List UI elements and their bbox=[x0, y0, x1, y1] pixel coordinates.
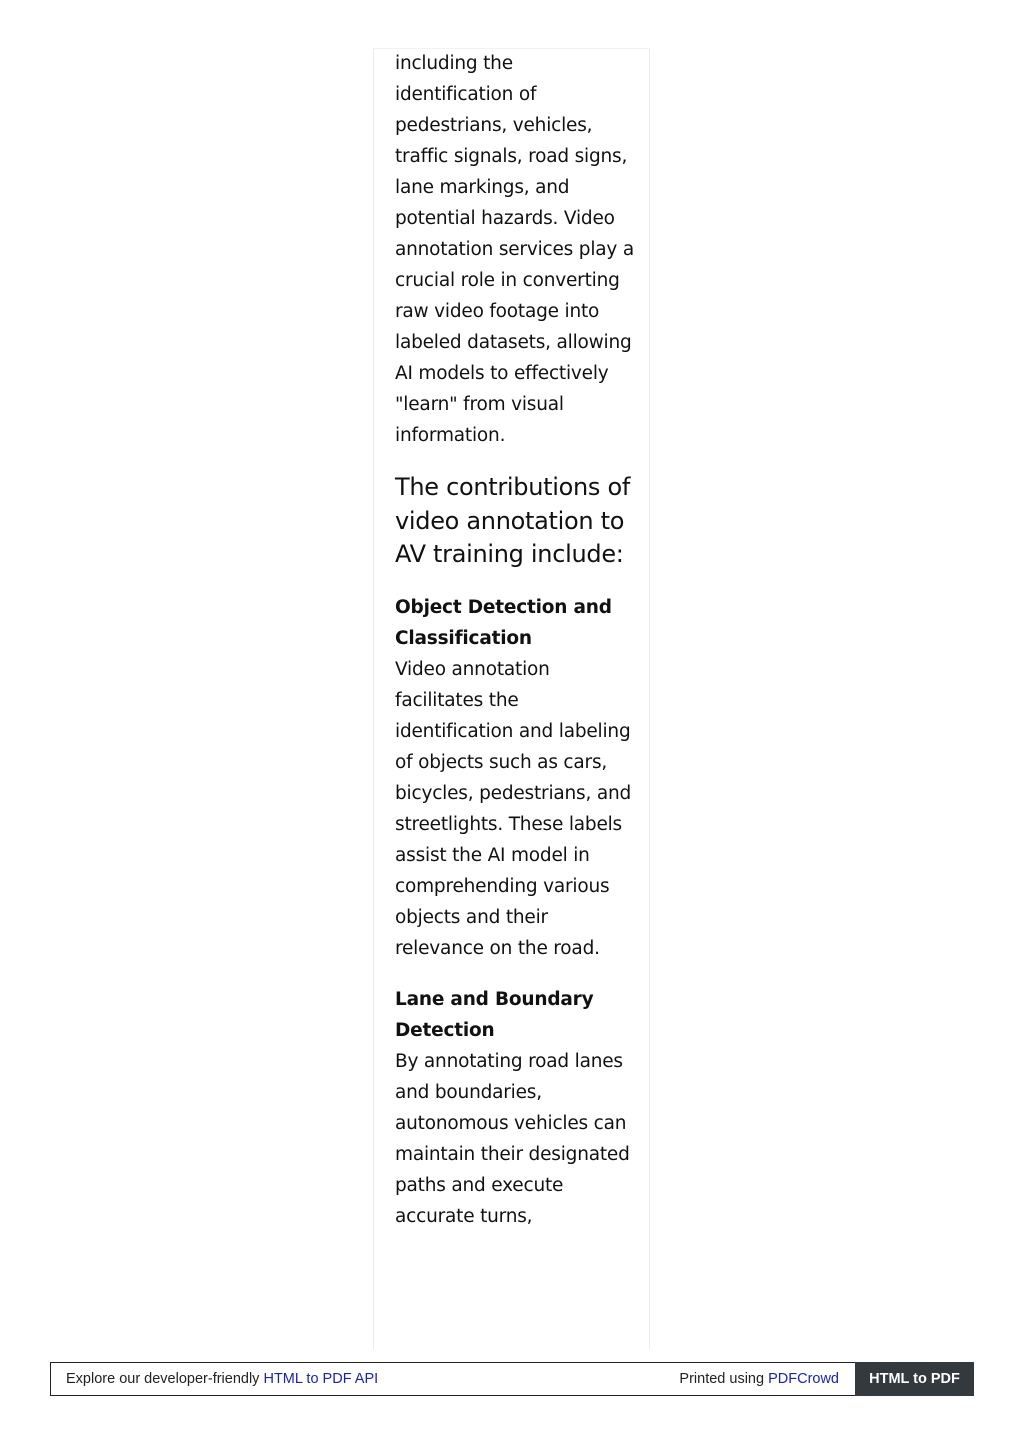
footer-explore bbox=[66, 1363, 378, 1395]
pdfcrowd-link[interactable]: PDFCrowd bbox=[768, 1371, 839, 1387]
item-body: By annotating road lanes and boundaries, autonomous vehicles can maintain their designated paths and execute accurate turns, bbox=[395, 1050, 630, 1227]
section-heading: The contributions of video annotation to AV training include: bbox=[395, 473, 630, 568]
html-to-pdf-badge[interactable]: HTML to PDF bbox=[855, 1362, 974, 1396]
pdfcrowd-footer bbox=[50, 1362, 974, 1396]
intro-paragraph: including the identification of pedestrians, vehicles, traffic signals, road signs, lane markings, and potential hazards. Video annotation services play a crucial role in converting raw video footage into labeled datasets, allowing AI models to effectively "learn" from visual information. bbox=[395, 53, 634, 446]
list-item-object-detection bbox=[395, 592, 635, 964]
html-to-pdf-api-link[interactable]: HTML to PDF API bbox=[263, 1371, 379, 1387]
item-title: Object Detection and Classification bbox=[395, 596, 612, 649]
footer-explore-text: Explore our developer-friendly bbox=[66, 1371, 260, 1387]
item-title: Lane and Boundary Detection bbox=[395, 988, 594, 1041]
article-column bbox=[373, 48, 650, 1350]
article-content bbox=[395, 49, 635, 1232]
footer-printed bbox=[679, 1363, 839, 1395]
footer-printed-text: Printed using bbox=[679, 1371, 765, 1387]
list-item-lane-detection bbox=[395, 984, 635, 1232]
item-body: Video annotation facilitates the identification and labeling of objects such as cars, bicycles, pedestrians, and streetlights. These labels assist the AI model in comprehending various objects and their relevance on the road. bbox=[395, 658, 632, 959]
